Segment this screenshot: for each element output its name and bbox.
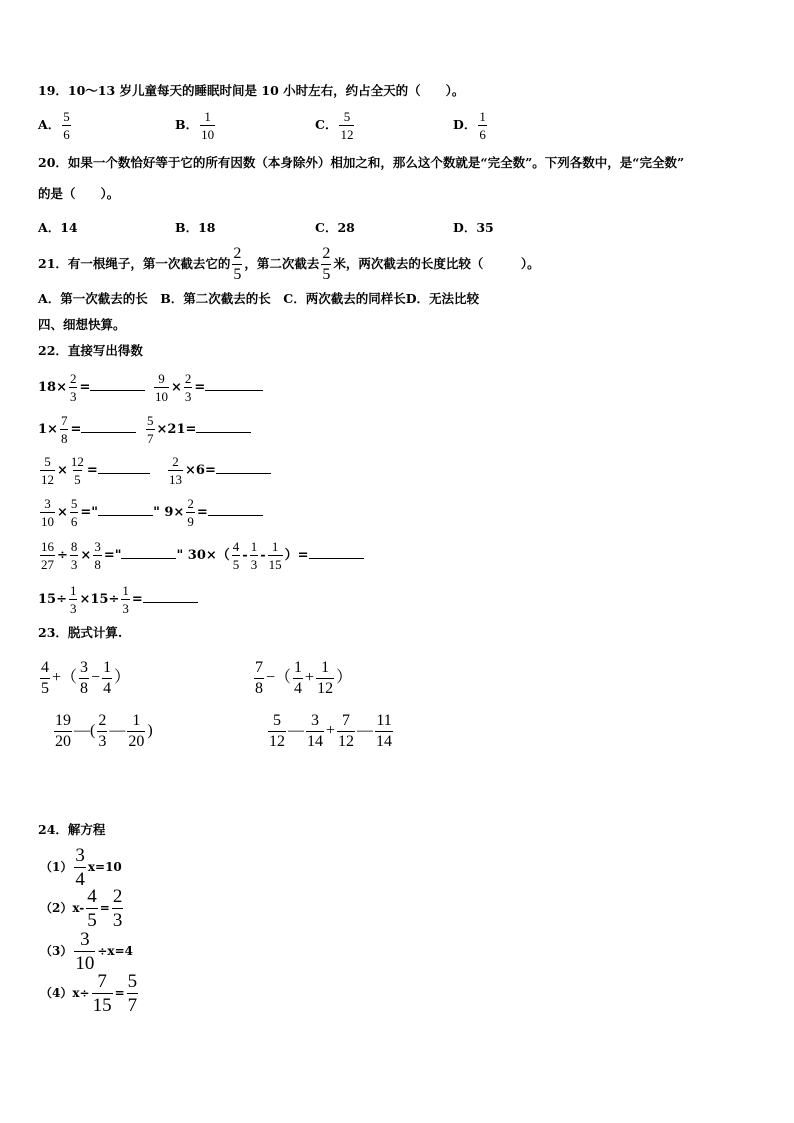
fraction: $\frac{3}{8}$	[94, 539, 101, 572]
fraction: $\frac{2}{3}$	[112, 886, 123, 931]
q20-option-b[interactable]: B．18	[175, 220, 216, 235]
q21-options[interactable]: A．第一次截去的长 B．第二次截去的长 C．两次截去的同样长D．无法比较	[38, 291, 480, 306]
q22-row2-a	[38, 414, 136, 445]
q22-row1-b	[152, 372, 263, 403]
fraction: $\frac{3}{8}$	[80, 659, 89, 697]
fraction: $\frac{7}{12}$	[338, 712, 355, 750]
fraction: $\frac{4}{5}$	[87, 886, 97, 931]
expr-text: 18×	[38, 380, 67, 395]
expr-text: ）=	[284, 548, 309, 563]
q24-equation-3	[40, 930, 133, 973]
fraction: $\frac{7}{8}$	[255, 659, 263, 697]
section-heading: 四、细想快算。	[38, 317, 126, 332]
fraction: $\frac{7}{8}$	[60, 413, 68, 446]
expr-text: —	[357, 722, 374, 740]
fraction: $\frac{1}{12}$	[317, 659, 334, 697]
fraction: $\frac{19}{20}$	[55, 712, 71, 750]
fraction: $\frac{5}{7}$	[127, 971, 138, 1016]
expr-text: +	[305, 669, 315, 687]
fraction: $\frac{1}{4}$	[294, 659, 303, 697]
answer-blank[interactable]	[98, 463, 150, 474]
fraction: $\frac{1}{3}$	[69, 583, 77, 616]
expr-text: ×	[171, 380, 182, 395]
fraction: $\frac{1}{3}$	[250, 539, 258, 572]
q20-option-d[interactable]: D．35	[453, 220, 494, 235]
expr-text: +	[326, 722, 336, 740]
expr-text: =	[99, 901, 110, 915]
q20-text-line1: 20．如果一个数恰好等于它的所有因数（本身除外）相加之和，那么这个数就是“完全数”。下列各数中，是“完全数”	[38, 155, 685, 170]
fraction: $\frac{2}{3}$	[69, 371, 77, 404]
q23-expr-4	[266, 713, 395, 750]
q24-equation-2	[40, 887, 125, 930]
fraction: $\frac{4}{5}$	[41, 659, 49, 697]
q20-text-line2: 的是（ ）。	[38, 186, 120, 201]
q21-pre: 21．有一根绳子，第一次截去它的	[38, 256, 231, 271]
q24-equation-1	[40, 846, 122, 889]
answer-blank[interactable]	[90, 380, 145, 391]
expr-text: —	[109, 722, 126, 740]
expr-text: =	[79, 380, 91, 395]
expr-text: （1）	[40, 860, 73, 874]
expr-text: 1×	[38, 422, 58, 437]
expr-text: ×6=	[185, 463, 216, 478]
fraction: $\frac{2}{9}$	[187, 496, 194, 529]
q20-option-c[interactable]: C．28	[315, 220, 355, 235]
expr-text: （3）	[40, 944, 73, 958]
expr-text: −	[91, 669, 101, 687]
q22-row1-a	[38, 372, 145, 403]
expr-text: 15÷	[38, 592, 67, 607]
expr-text: -	[260, 548, 266, 563]
q23-title: 23．脱式计算.	[38, 625, 123, 640]
q22-title: 22．直接写出得数	[38, 343, 143, 358]
expr-text: （4）x÷	[40, 986, 90, 1000]
answer-blank[interactable]	[81, 422, 136, 433]
answer-blank[interactable]	[309, 548, 364, 559]
expr-text: —(	[74, 722, 96, 740]
expr-text: =	[70, 422, 82, 437]
expr-text: +（	[52, 669, 78, 687]
fraction: $\frac{5}{7}$	[147, 413, 154, 446]
q22-row6	[38, 584, 198, 615]
expr-text: " 9×	[153, 505, 185, 520]
expr-text: ="	[80, 505, 99, 520]
q22-row3-b	[166, 455, 271, 486]
q20-option-a[interactable]: A．14	[38, 220, 78, 235]
fraction: $\frac{9}{10}$	[155, 371, 168, 404]
fraction: $\frac{1}{4}$	[103, 659, 112, 697]
answer-blank[interactable]	[205, 380, 263, 391]
expr-text: ×	[80, 548, 92, 563]
answer-blank[interactable]	[208, 505, 263, 516]
expr-text: ="	[103, 548, 122, 563]
fraction: $\frac{5}{12}$	[269, 712, 285, 750]
option-label: B．	[175, 117, 199, 132]
fraction: $\frac{3}{14}$	[307, 712, 323, 750]
expr-text: =	[194, 380, 206, 395]
expr-text: （2）x-	[40, 901, 85, 915]
expr-text: =	[131, 592, 143, 607]
expr-text: -	[242, 548, 248, 563]
fraction: $\frac{1}{20}$	[128, 712, 145, 750]
fraction: $\frac{16}{27}$	[41, 539, 54, 572]
expr-text: =	[114, 986, 125, 1000]
expr-text: " 30×（	[176, 548, 230, 563]
fraction: $\frac{5}{6}$	[70, 496, 78, 529]
fraction: $\frac{5}{12}$	[41, 454, 54, 487]
q23-expr-3	[52, 713, 153, 750]
expr-text: ÷	[57, 548, 68, 563]
fraction: $\frac{3}{4}$	[75, 845, 85, 890]
expr-text: x=10	[87, 860, 122, 874]
q22-row3-a	[38, 455, 150, 486]
expr-text: —	[288, 722, 304, 740]
expr-text: −（	[266, 669, 292, 687]
q22-row4	[38, 497, 263, 528]
expr-text: ×21=	[156, 422, 197, 437]
q23-expr-1	[38, 660, 130, 697]
fraction: $\frac{2}{5}$	[322, 245, 331, 283]
fraction: $\frac{3}{10}$	[41, 496, 54, 529]
expr-text: )	[147, 722, 153, 740]
q19-text: 19．10～13 岁儿童每天的睡眠时间是 10 小时左右，约占全天的（ ）。	[38, 83, 465, 98]
option-label: A．	[38, 117, 61, 132]
fraction: $\frac{2}{13}$	[169, 454, 182, 487]
fraction: $\frac{2}{3}$	[98, 712, 107, 750]
q21-post: 米，两次截去的长度比较（ ）。	[333, 256, 540, 271]
fraction: $\frac{1}{10}$	[201, 109, 215, 142]
answer-blank[interactable]	[143, 592, 198, 603]
fraction: $\frac{1}{6}$	[479, 109, 486, 142]
answer-blank[interactable]	[216, 463, 271, 474]
q22-row2-b	[144, 414, 251, 445]
fraction: $\frac{1}{15}$	[268, 539, 282, 572]
expr-text: ÷x=4	[97, 944, 133, 958]
option-label: D．	[453, 117, 477, 132]
q19-option-a[interactable]	[38, 110, 73, 141]
option-label: C．	[315, 117, 338, 132]
expr-text: =	[86, 463, 98, 478]
fraction: $\frac{8}{3}$	[70, 539, 78, 572]
q19-option-d[interactable]	[453, 110, 489, 141]
fraction: $\frac{1}{3}$	[122, 583, 129, 616]
expr-text: ×	[57, 505, 68, 520]
answer-blank[interactable]	[196, 422, 251, 433]
answer-blank[interactable]	[121, 548, 176, 559]
expr-text: ×	[57, 463, 68, 478]
fraction: $\frac{7}{15}$	[92, 971, 112, 1016]
answer-blank[interactable]	[98, 505, 153, 516]
q19-option-b[interactable]	[175, 110, 217, 141]
expr-text: =	[196, 505, 208, 520]
q22-row5	[38, 540, 364, 571]
q21-text	[38, 246, 540, 283]
fraction: $\frac{2}{5}$	[233, 245, 242, 283]
expr-text: ×15÷	[79, 592, 120, 607]
q23-expr-2	[252, 660, 352, 697]
expr-text: ）	[336, 669, 353, 687]
fraction: $\frac{11}{14}$	[376, 712, 393, 750]
fraction: $\frac{5}{6}$	[63, 109, 70, 142]
q24-title: 24．解方程	[38, 822, 106, 837]
fraction: $\frac{3}{10}$	[75, 929, 95, 974]
fraction: $\frac{2}{3}$	[184, 371, 192, 404]
fraction: $\frac{5}{12}$	[340, 109, 354, 142]
expr-text: ）	[114, 669, 131, 687]
fraction: $\frac{12}{5}$	[70, 454, 84, 487]
q21-mid: ，第二次截去	[244, 256, 320, 271]
fraction: $\frac{4}{5}$	[232, 539, 240, 572]
q24-equation-4	[40, 972, 140, 1015]
q19-option-c[interactable]	[315, 110, 356, 141]
